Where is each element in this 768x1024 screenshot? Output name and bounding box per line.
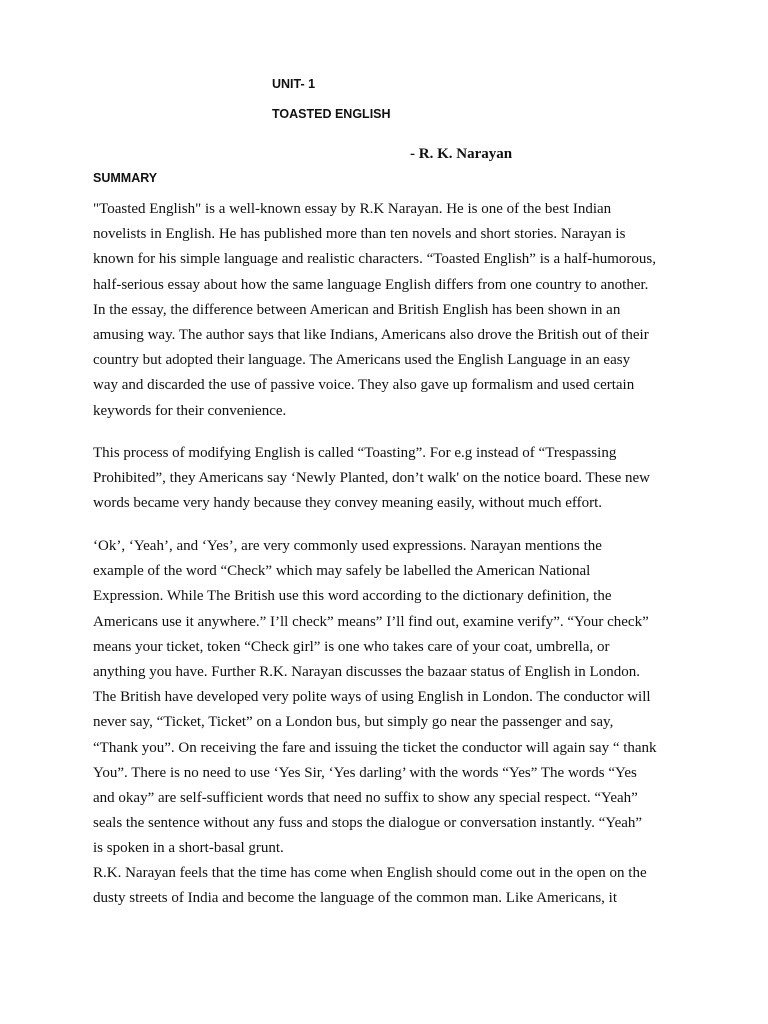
text-line: country but adopted their language. The Americans used the English Language in an easy — [93, 352, 631, 369]
text-line: Expression. While The British use this word according to the dictionary definition, the — [93, 588, 612, 605]
text-line: words became very handy because they convey meaning easily, without much effort. — [93, 495, 602, 512]
text-line: R.K. Narayan feels that the time has come when English should come out in the open on the — [93, 865, 647, 881]
text-line: dusty streets of India and become the language of the common man. Like Americans, it — [93, 890, 618, 907]
text-line: never say, “Ticket, Ticket” on a London bus, but simply go near the passenger and say, — [93, 714, 614, 731]
summary-heading: SUMMARY — [93, 171, 158, 185]
text-line: and okay” are self-sufficient words that need no suffix to show any special respect. “Yeah” — [93, 790, 638, 807]
text-line: seals the sentence without any fuss and stops the dialogue or conversation instantly. “Yeah” — [93, 815, 643, 832]
paragraph-1 — [93, 197, 688, 424]
text-line: Prohibited”, they Americans say ‘Newly Planted, don’t walk' on the notice board. These new — [93, 470, 651, 487]
text-line: half-serious essay about how the same language English differs from one country to another. — [93, 276, 649, 293]
paragraph-4 — [93, 861, 688, 911]
unit-heading: UNIT- 1 — [272, 77, 316, 91]
text-line: known for his simple language and realistic characters. “Toasted English” is a half-humorous, — [93, 251, 656, 268]
text-line: In the essay, the difference between American and British English has been shown in an — [93, 301, 621, 318]
text-line: This process of modifying English is called “Toasting”. For e.g instead of “Trespassing — [93, 445, 617, 461]
text-line: anything you have. Further R.K. Narayan discusses the bazaar status of English in London. — [93, 664, 640, 681]
essay-title: TOASTED ENGLISH — [272, 107, 391, 121]
text-line: “Thank you”. On receiving the fare and issuing the ticket the conductor will again say “ thank — [93, 739, 657, 756]
text-line: novelists in English. He has published more than ten novels and short stories. Narayan is — [93, 226, 626, 243]
paragraph-2 — [93, 441, 688, 517]
text-line: The British have developed very polite ways of using English in London. The conductor will — [93, 689, 651, 706]
author-line: - R. K. Narayan — [410, 146, 513, 162]
text-line: You”. There is no need to use ‘Yes Sir, ‘Yes darling’ with the words “Yes” The words “Yes — [93, 764, 637, 781]
text-line: keywords for their convenience. — [93, 402, 287, 419]
text-line: ‘Ok’, ‘Yeah’, and ‘Yes’, are very commonly used expressions. Narayan mentions the — [93, 538, 602, 554]
text-line: means your ticket, token “Check girl” is one who takes care of your coat, umbrella, or — [93, 638, 610, 655]
text-line: example of the word “Check” which may safely be labelled the American National — [93, 563, 591, 580]
text-line: Americans use it anywhere.” I’ll check” means” I’ll find out, examine verify”. “Your check” — [93, 613, 649, 630]
text-line: way and discarded the use of passive voice. They also gave up formalism and used certain — [93, 377, 635, 394]
paragraph-3 — [93, 534, 688, 862]
text-line: is spoken in a short-basal grunt. — [93, 840, 284, 857]
text-line: "Toasted English" is a well-known essay by R.K Narayan. He is one of the best Indian — [93, 201, 612, 217]
text-line: amusing way. The author says that like Indians, Americans also drove the British out of their — [93, 327, 649, 344]
